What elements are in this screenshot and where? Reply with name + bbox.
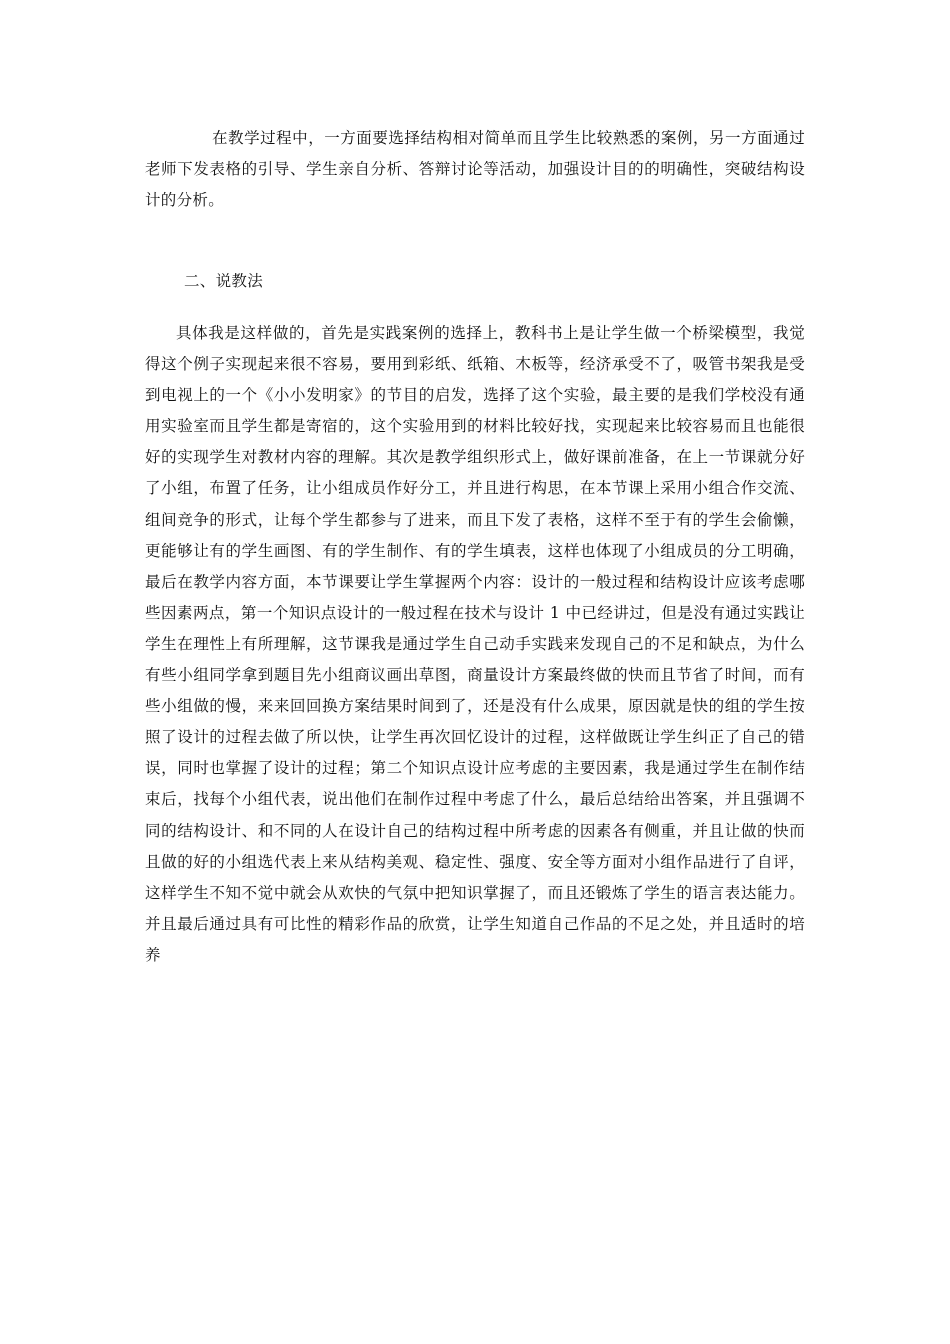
body-paragraph-1: 在教学过程中，一方面要选择结构相对简单而且学生比较熟悉的案例，另一方面通过老师下发表格的引导、学生亲自分析、答辩讨论等活动，加强设计目的的明确性，突破结构设计的分析。 <box>145 129 805 210</box>
body-paragraph-2: 具体我是这样做的，首先是实践案例的选择上，教科书上是让学生做一个桥梁模型，我觉得这个例子实现起来很不容易，要用到彩纸、纸箱、木板等，经济承受不了，吸管书架我是受到电视上的一个《小小发明家》的节目的启发，选择了这个实验，最主要的是我们学校没有通用实验室而且学生都是寄宿的，这个实验用到的材料比较好找，实现起来比较容易而且也能很好的实现学生对教材内容的理解。其次是教学组织形式上，做好课前准备，在上一节课就分好了小组，布置了任务，让小组成员作好分工，并且进行构思，在本节课上采用小组合作交流、组间竞争的形式，让每个学生都参与了进来，而且下发了表格，这样不至于有的学生会偷懒，更能够让有的学生画图、有的学生制作、有的学生填表，这样也体现了小组成员的分工明确，最后在教学内容方面，本节课要让学生掌握两个内容：设计的一般过程和结构设计应该考虑哪些因素两点，第一个知识点设计的一般过程在技术与设计 1 中已经讲过，但是没有通过实践让学生在理性上有所理解，这节课我是通过学生自己动手实践来发现自己的不足和缺点，为什么有些小组同学拿到题目先小组商议画出草图，商量设计方案最终做的快而且节省了时间，而有些小组做的慢，来来回回换方案结果时间到了，还是没有什么成果，原因就是快的组的学生按照了设计的过程去做了所以快，让学生再次回忆设计的过程，这样做既让学生纠正了自己的错误，同时也掌握了设计的过程；第二个知识点设计应考虑的主要因素，我是通过学生在制作结束后，找每个小组代表，说出他们在制作过程中考虑了什么，最后总结给出答案，并且强调不同的结构设计、和不同的人在设计自己的结构过程中所考虑的因素各有侧重，并且让做的快而且做的好的小组选代表上来从结构美观、稳定性、强度、安全等方面对小组作品进行了自评，这样学生不知不觉中就会从欢快的气氛中把知识掌握了，而且还锻炼了学生的语言表达能力。并且最后通过具有可比性的精彩作品的欣赏，让学生知道自己作品的不足之处，并且适时的培养 <box>145 324 805 964</box>
section-heading: 二、说教法 <box>184 272 264 290</box>
